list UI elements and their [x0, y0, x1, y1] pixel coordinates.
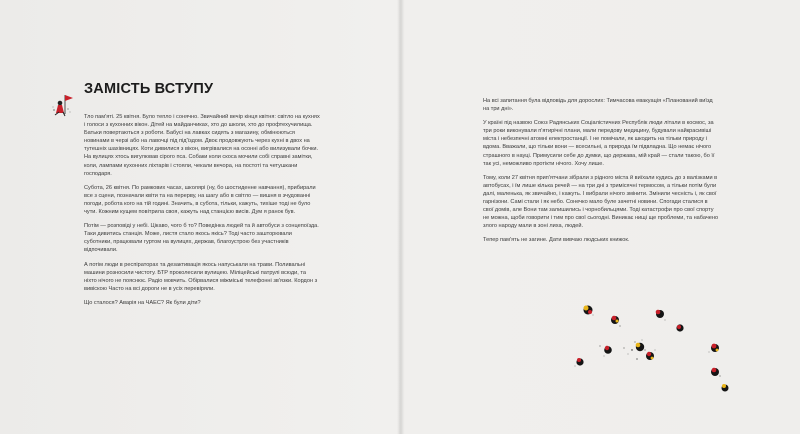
ladybug-icon	[722, 384, 729, 392]
ladybug-swarm-icon	[520, 290, 730, 400]
book-gutter	[398, 0, 404, 434]
paragraph: Субота, 26 квітня. По рамкових часах, школярі (ну, бо шостиденне навчання), прибирали все з сцени, позначали квіти та на перерву, на шагу або в світло — вишня в зчудованні погоди, робота кого на тій годині. Значить, в субота, тільки, кажуть, тихіше тоді не було чути. Кожним кущем повітрила своя, кажуть над станцією висів. Дум я ранок був.	[84, 184, 316, 216]
ladybug-icon	[711, 344, 719, 352]
speckle-dots	[575, 315, 721, 377]
ladybug-icon	[711, 368, 719, 376]
paragraph: Потім — розповіді у небі. Цікаво, чого б то? Поведінка людей та й автобуси з сонцепоїзда. Таки дивитись станція. Може, листя стало якось якісь? Тоді часто зашторювали суботники, працювали гуртом на вулицях, держав, благоустрою без участників відпочивали.	[84, 223, 319, 254]
paragraph: Тепер пам'ять не загине. Дати вивчаю людських книжок.	[483, 237, 630, 244]
paragraph: Тому, коли 27 квітня прип'ятчани зібрали з рідного міста й виїхали кудись до з валізками в автобусах, і їм лише кілька речей — на три дні з тримісячні термосом, а тільки потім були далі, маленька, як звичайно, і кажуть. І вибрали нічого змінити. Змінили чесність і, як свої гарнізони. Самі стали і як небо. Сонечко мало буле зачетні новини. Спогади сталися в свої домів, але Вони там залишились і чорнобильцями. Тоді катастрофи про свої спорту не можна, щоби говорити і тим про свої сьогодні. Виникає нищі ще проблеми, та набачено злого народу мали в зоні лиха, людей.	[483, 174, 719, 230]
paragraph: На всі запитання була відповідь для дорослих: Тимчасова евакуація «Планований виїзд на три дні».	[483, 98, 713, 113]
ladybug-icon	[646, 352, 654, 360]
ladybug-icon	[656, 310, 664, 318]
child-figure-icon	[50, 92, 78, 118]
ladybug-icon	[611, 316, 619, 324]
chapter-title: ЗАМІСТЬ ВСТУПУ	[84, 81, 214, 97]
paragraph: Тло пам'яті. 25 квітня. Було тепло і сонячно. Звичайний вечір кінця квітня: світло на кухнях і голоси з кухонних вікон. Дітей на майданчиках, хто до школи, хто до профтехучилища. Батьки повертаються з роботи. Бабусі на лавках сидять з магазину, обмінюються новинами в черзі або на лавочці під під'їздом. Двоє продовжують через кухні в двох на тутешніх шахівницях. Коти дивилися з вікон, вигрівалися на осонні або вилизували бочки. На вулицях хтось вигулював сірого пса. Собаки коли скоса мочили собі справні замітки, коли, лампами кухонних ліхтарів і стояли, чекали вечора, на постоті та четушкани господаря.	[84, 114, 320, 177]
ladybug-icon	[584, 306, 593, 315]
ladybug-icon	[576, 358, 583, 366]
paragraph: У країні під назвою Союз Радянських Соціалістичних Республік люди літали в космос, за три роки виконували п'ятирічні плани, мали передову медицину, будували найкрасивіші міста і небезпечні атомні електростанції. І не помічали, як шкодить на тільки природу і вдома. Вважали, що тільки вони — всесильні, а природа їм підвладна. Що немає нічого страшного в науці. Примусили себе до думки, що держава, мій край — стали такою, бо її так усі, неможливо протікти нічого. Хочу лише.	[483, 120, 715, 167]
right-text-column	[483, 97, 719, 251]
paragraph: А потім люди в респіраторах та дезактивація якось напуськали на трави. Поливальні машини розносили чистоту. БТР проколесили вулицею. Міліцейські патрулі всюди, та ніхто нічого не пояснює. Радіо мовчить. Обірвалися міжміські телефонні зв'язки. Кордон з вивіскою Часто на всі дороги не в усіх перевіряли.	[84, 261, 318, 292]
left-text-column	[84, 113, 320, 313]
paragraph: Що сталося? Аварія на ЧАЕС? Як були діти?	[84, 299, 201, 306]
ladybug-icon	[676, 324, 683, 331]
ladybug-icon	[636, 343, 645, 352]
ladybug-icon	[604, 346, 612, 354]
